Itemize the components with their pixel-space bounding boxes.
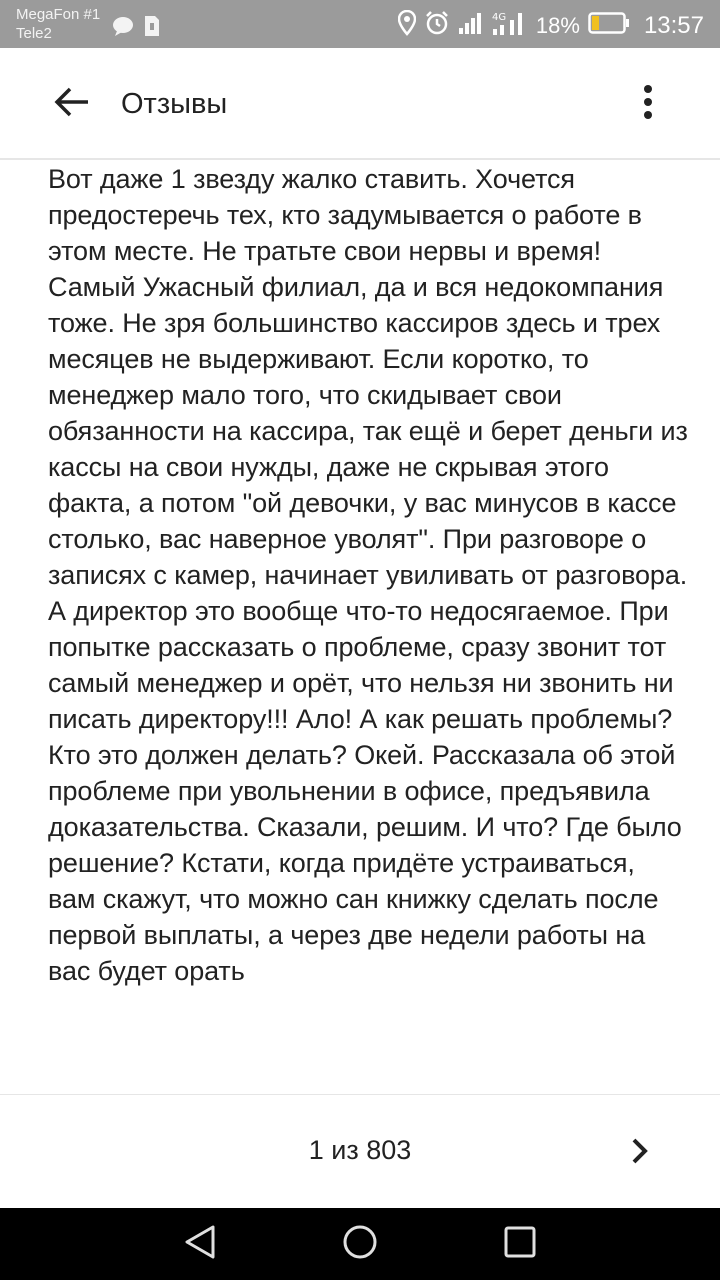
review-text: Вот даже 1 звезду жалко ставить. Хочется предостеречь тех, кто задумывается о работе в этом месте. Не тратьте свои нервы и время! Самый Ужасный филиал, да и вся недокомпания тоже. Не зря большинство кассиров здесь и трех месяцев не выдерживают. Если коротко, то менеджер мало того, что скидывает свои обязанности на кассира, так ещё и берет деньги из кассы на свои нужды, даже не скрывая этого факта, а потом "ой девочки, у вас минусов в кассе столько, вас наверное уволят". При разговоре о записях с камер, начинает увиливать от разговора. А директор это вообще что-то недосягаемое. При попытке рассказать о проблеме, сразу звонит тот самый менеджер и орёт, что нельзя ни звонить ни писать директору!!! Ало! А как решать проблемы? Кто это должен делать? Окей. Рассказала об этой проблеме при увольнении в офисе, предъявила доказательства. Сказали, решим. И что? Где было решение? Кстати, когда придёте устраиваться, вам скажут, что можно сан книжку сделать после первой выплаты, а через две недели работы на вас будет орать <box>48 164 688 986</box>
signal-4g-icon <box>492 10 528 42</box>
review-pager <box>0 1094 720 1208</box>
location-icon <box>398 10 416 42</box>
system-nav-bar <box>0 1208 720 1280</box>
signal-icon <box>458 11 484 41</box>
status-right <box>398 10 704 42</box>
back-button[interactable] <box>44 78 100 130</box>
page-title: Отзывы <box>121 88 228 120</box>
next-review-button[interactable] <box>616 1129 664 1177</box>
sim-icon <box>144 15 160 42</box>
arrow-left-icon <box>54 86 90 123</box>
carrier-2: Tele2 <box>16 25 52 42</box>
recents-square-icon <box>503 1225 537 1264</box>
page-counter: 1 из 803 <box>308 1135 412 1165</box>
home-circle-icon <box>342 1224 378 1265</box>
status-bar <box>0 0 720 48</box>
more-options-button[interactable] <box>624 80 672 128</box>
nav-back-button[interactable] <box>176 1220 224 1268</box>
chevron-right-icon <box>630 1137 650 1170</box>
back-triangle-icon <box>183 1224 217 1265</box>
review-content[interactable] <box>0 161 720 1094</box>
svg-text:4G: 4G <box>491 12 507 23</box>
carrier-info <box>16 5 100 43</box>
carrier-1: MegaFon #1 <box>16 6 101 23</box>
nav-home-button[interactable] <box>336 1220 384 1268</box>
notification-icons <box>112 15 160 42</box>
clock: 13:57 <box>643 12 704 39</box>
message-icon <box>112 16 134 41</box>
alarm-icon <box>424 10 450 42</box>
nav-recents-button[interactable] <box>496 1220 544 1268</box>
battery-percent: 18% <box>535 13 580 38</box>
app-bar <box>0 48 720 160</box>
more-vertical-icon <box>642 84 654 125</box>
battery-icon <box>588 12 630 40</box>
